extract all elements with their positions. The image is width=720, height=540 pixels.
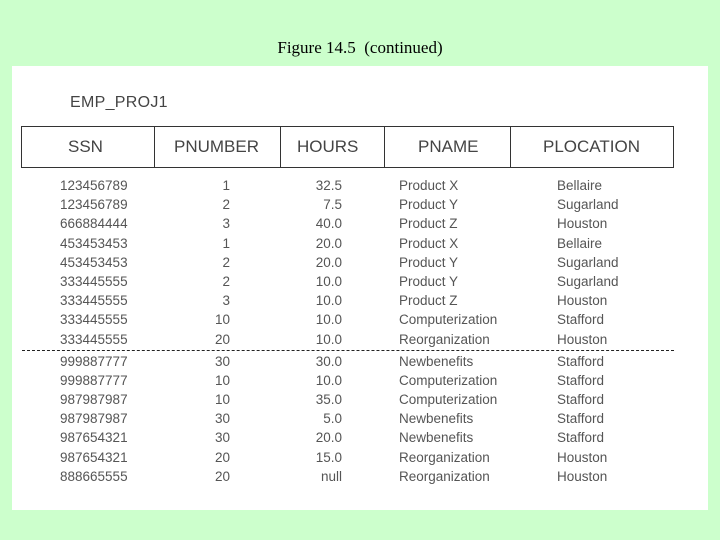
cell-pnumber: 2: [222, 197, 230, 213]
cell-plocation: Stafford: [557, 353, 605, 369]
cell-pname: Reorganization: [399, 331, 490, 347]
cell-pnumber: 3: [222, 293, 230, 309]
cell-pname: Computerization: [399, 392, 498, 408]
cell-plocation: Sugarland: [557, 273, 619, 289]
cell-ssn: 999887777: [60, 372, 128, 388]
cell-pnumber: 30: [214, 411, 230, 427]
column-header-hours: HOURS: [281, 127, 385, 167]
table-row: [12, 178, 708, 197]
table-row: [12, 312, 708, 331]
cell-ssn: 453453453: [60, 254, 128, 270]
cell-pname: Newbenefits: [399, 430, 474, 446]
cell-plocation: Sugarland: [557, 254, 619, 270]
cell-plocation: Houston: [557, 216, 608, 232]
table-row: [12, 255, 708, 274]
cell-ssn: 333445555: [60, 273, 128, 289]
column-header-pname: PNAME: [385, 127, 511, 167]
cell-hours: 5.0: [323, 411, 342, 427]
cell-pnumber: 2: [222, 254, 230, 270]
cell-hours: 10.0: [315, 331, 342, 347]
cell-hours: 20.0: [315, 430, 342, 446]
cell-ssn: 666884444: [60, 216, 128, 232]
cell-ssn: 333445555: [60, 331, 128, 347]
cell-pname: Computerization: [399, 372, 498, 388]
cell-plocation: Stafford: [557, 372, 605, 388]
cell-plocation: Houston: [557, 449, 608, 465]
cell-ssn: 123456789: [60, 178, 128, 193]
cell-pname: Newbenefits: [399, 353, 474, 369]
cell-pname: Product Y: [399, 197, 459, 213]
column-header-ssn: SSN: [22, 127, 155, 167]
cell-ssn: 987654321: [60, 449, 128, 465]
table-row: [12, 293, 708, 312]
cell-hours: 32.5: [315, 178, 342, 193]
relation-name: EMP_PROJ1: [70, 94, 168, 111]
cell-hours: 10.0: [315, 273, 342, 289]
cell-hours: 7.5: [323, 197, 342, 213]
cell-plocation: Stafford: [557, 392, 605, 408]
cell-pnumber: 1: [222, 178, 230, 193]
cell-pnumber: 30: [214, 353, 230, 369]
cell-pname: Reorganization: [399, 468, 490, 484]
cell-pname: Newbenefits: [399, 411, 474, 427]
cell-pname: Product Y: [399, 254, 459, 270]
cell-plocation: Stafford: [557, 312, 605, 328]
cell-plocation: Stafford: [557, 430, 605, 446]
slide-title: Figure 14.5 (continued): [277, 38, 443, 57]
cell-ssn: 987987987: [60, 411, 128, 427]
table-row: [12, 332, 708, 351]
cell-ssn: 453453453: [60, 235, 128, 251]
cell-hours: 30.0: [315, 353, 342, 369]
figure-panel: [12, 66, 708, 510]
cell-plocation: Houston: [557, 331, 608, 347]
cell-hours: 20.0: [315, 254, 342, 270]
cell-pname: Product X: [399, 235, 459, 251]
table-row: [12, 469, 708, 488]
column-header-plocation: PLOCATION: [543, 137, 640, 156]
cell-pname: Product Y: [399, 273, 459, 289]
cell-hours: 40.0: [315, 216, 342, 232]
cell-plocation: Sugarland: [557, 197, 619, 213]
cell-pnumber: 2: [222, 273, 230, 289]
table-row: [12, 274, 708, 293]
table-row: [12, 450, 708, 469]
table-row: [12, 236, 708, 255]
cell-pnumber: 10: [214, 392, 230, 408]
cell-pname: Product Z: [399, 216, 458, 232]
table-row: [12, 392, 708, 411]
table-row: [12, 411, 708, 430]
cell-hours: 15.0: [315, 449, 342, 465]
cell-plocation: Houston: [557, 293, 608, 309]
cell-ssn: 888665555: [60, 468, 128, 484]
table-header: [21, 126, 674, 168]
table-body: [12, 178, 708, 488]
cell-plocation: Bellaire: [557, 178, 603, 193]
cell-pname: Computerization: [399, 312, 498, 328]
cell-hours: 20.0: [315, 235, 342, 251]
cell-ssn: 987987987: [60, 392, 128, 408]
cell-hours: 10.0: [315, 293, 342, 309]
cell-pnumber: 10: [214, 312, 230, 328]
cell-pnumber: 1: [222, 235, 230, 251]
cell-pname: Product Z: [399, 293, 458, 309]
table-row: [12, 197, 708, 216]
cell-pname: Reorganization: [399, 449, 490, 465]
cell-pnumber: 20: [214, 449, 230, 465]
cell-hours: 10.0: [315, 372, 342, 388]
cell-pnumber: 20: [214, 331, 230, 347]
cell-plocation: Houston: [557, 468, 608, 484]
table-row: [12, 354, 708, 373]
group-divider: [22, 350, 674, 351]
cell-ssn: 123456789: [60, 197, 128, 213]
cell-hours: 10.0: [315, 312, 342, 328]
cell-ssn: 987654321: [60, 430, 128, 446]
table-row: [12, 430, 708, 449]
cell-pnumber: 20: [214, 468, 230, 484]
cell-pnumber: 30: [214, 430, 230, 446]
cell-plocation: Stafford: [557, 411, 605, 427]
cell-pnumber: 10: [214, 372, 230, 388]
cell-hours: null: [320, 468, 342, 484]
column-header-pnumber: PNUMBER: [155, 127, 281, 167]
table-row: [12, 216, 708, 235]
cell-ssn: 999887777: [60, 353, 128, 369]
cell-ssn: 333445555: [60, 312, 128, 328]
table-row: [12, 373, 708, 392]
cell-hours: 35.0: [315, 392, 342, 408]
cell-pnumber: 3: [222, 216, 230, 232]
cell-pname: Product X: [399, 178, 459, 193]
cell-ssn: 333445555: [60, 293, 128, 309]
cell-plocation: Bellaire: [557, 235, 603, 251]
